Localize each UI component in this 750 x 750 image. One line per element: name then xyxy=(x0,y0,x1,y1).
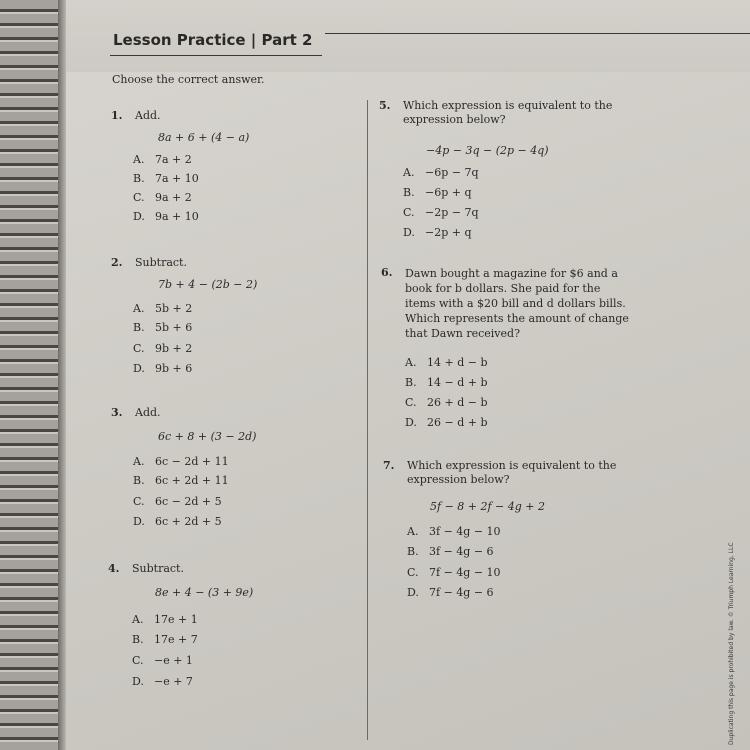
question-number: 1. xyxy=(111,109,123,122)
choice-letter: D. xyxy=(405,416,417,429)
choice-letter: C. xyxy=(405,396,417,409)
question-4 xyxy=(108,562,358,697)
choice-letter: C. xyxy=(132,654,144,667)
choice-b[interactable] xyxy=(132,633,198,647)
binding-edge xyxy=(58,0,66,750)
choice-c[interactable] xyxy=(133,495,222,509)
question-number: 7. xyxy=(383,459,395,472)
choice-letter: C. xyxy=(403,206,415,219)
choice-text: 17e + 7 xyxy=(154,633,198,646)
choice-letter: D. xyxy=(132,675,144,688)
choice-text: −6p + q xyxy=(425,186,472,199)
title-underline xyxy=(110,55,322,56)
choice-letter: B. xyxy=(403,186,415,199)
choice-b[interactable] xyxy=(403,186,472,200)
choice-b[interactable] xyxy=(405,376,488,390)
choice-d[interactable] xyxy=(133,515,222,529)
choice-text: 7a + 10 xyxy=(155,172,199,185)
choice-letter: B. xyxy=(132,633,144,646)
choice-letter: B. xyxy=(407,545,419,558)
choice-c[interactable] xyxy=(407,566,501,580)
choice-b[interactable] xyxy=(133,172,199,186)
choice-c[interactable] xyxy=(133,342,192,356)
copyright-notice: Duplicating this page is prohibited by law. © Triumph Learning, LLC xyxy=(728,542,735,745)
choice-letter: B. xyxy=(405,376,417,389)
question-number: 2. xyxy=(111,256,123,269)
choice-d[interactable] xyxy=(407,586,494,600)
choice-c[interactable] xyxy=(132,654,193,668)
question-expression: 6c + 8 + (3 − 2d) xyxy=(158,430,257,443)
choice-a[interactable] xyxy=(405,356,488,370)
choice-text: −2p + q xyxy=(425,226,472,239)
choice-letter: D. xyxy=(403,226,415,239)
question-3 xyxy=(111,406,361,536)
choice-letter: A. xyxy=(133,455,145,468)
choice-letter: D. xyxy=(133,210,145,223)
question-prompt: Add. xyxy=(135,109,161,122)
choice-letter: D. xyxy=(133,362,145,375)
choice-text: −e + 1 xyxy=(154,654,193,667)
question-prompt: Dawn bought a magazine for $6 and a book for b dollars. She paid for the items with a $20 bill and d dollars bills. Which represents the amount of change that Dawn received? xyxy=(405,267,629,340)
choice-b[interactable] xyxy=(407,545,494,559)
choice-text: 17e + 1 xyxy=(154,613,198,626)
choice-text: 26 + d − b xyxy=(427,396,488,409)
choice-letter: D. xyxy=(407,586,419,599)
choice-text: 14 + d − b xyxy=(427,356,488,369)
choice-text: 9b + 6 xyxy=(155,362,193,375)
question-expression: 5f − 8 + 2f − 4g + 2 xyxy=(430,500,546,513)
choice-a[interactable] xyxy=(133,302,192,316)
question-7 xyxy=(383,459,643,604)
question-prompt: Which expression is equivalent to the expression below? xyxy=(403,99,613,126)
choice-text: 6c − 2d + 11 xyxy=(155,455,229,468)
choice-text: 5b + 6 xyxy=(155,321,193,334)
spiral-binding xyxy=(0,0,58,750)
choice-c[interactable] xyxy=(403,206,479,220)
choice-letter: A. xyxy=(133,302,145,315)
choice-d[interactable] xyxy=(403,226,472,240)
choice-d[interactable] xyxy=(133,210,199,224)
choice-letter: B. xyxy=(133,172,145,185)
choice-text: 6c − 2d + 5 xyxy=(155,495,222,508)
choice-d[interactable] xyxy=(132,675,193,689)
question-prompt: Which expression is equivalent to the expression below? xyxy=(407,459,617,486)
choice-text: −2p − 7q xyxy=(425,206,479,219)
choice-text: 26 − d + b xyxy=(427,416,488,429)
question-2 xyxy=(111,256,361,386)
choice-c[interactable] xyxy=(133,191,192,205)
choice-text: −6p − 7q xyxy=(425,166,479,179)
choice-letter: B. xyxy=(133,474,145,487)
choice-letter: A. xyxy=(405,356,417,369)
question-expression: 8a + 6 + (4 − a) xyxy=(158,131,250,144)
choice-b[interactable] xyxy=(133,321,192,335)
choice-letter: B. xyxy=(133,321,145,334)
choice-letter: C. xyxy=(133,495,145,508)
choice-text: 14 − d + b xyxy=(427,376,488,389)
choice-text: 9b + 2 xyxy=(155,342,193,355)
question-expression: −4p − 3q − (2p − 4q) xyxy=(426,144,549,157)
header-rule xyxy=(325,33,750,34)
question-expression: 7b + 4 − (2b − 2) xyxy=(158,278,258,291)
question-number: 4. xyxy=(108,562,120,575)
choice-letter: A. xyxy=(403,166,415,179)
instructions: Choose the correct answer. xyxy=(112,73,265,86)
choice-letter: A. xyxy=(133,153,145,166)
choice-b[interactable] xyxy=(133,474,229,488)
choice-text: 5b + 2 xyxy=(155,302,193,315)
question-number: 5. xyxy=(379,99,391,112)
question-5 xyxy=(379,99,639,244)
choice-letter: A. xyxy=(407,525,419,538)
question-prompt: Add. xyxy=(135,406,161,419)
choice-text: 9a + 10 xyxy=(155,210,199,223)
question-number: 6. xyxy=(381,266,393,279)
question-6 xyxy=(381,266,641,436)
choice-text: 6c + 2d + 5 xyxy=(155,515,222,528)
choice-letter: C. xyxy=(133,191,145,204)
choice-c[interactable] xyxy=(405,396,488,410)
choice-text: 9a + 2 xyxy=(155,191,192,204)
choice-text: −e + 7 xyxy=(154,675,193,688)
choice-a[interactable] xyxy=(132,613,198,627)
question-expression: 8e + 4 − (3 + 9e) xyxy=(155,586,254,599)
choice-text: 3f − 4g − 6 xyxy=(429,545,494,558)
page-title: Lesson Practice | Part 2 xyxy=(113,31,313,49)
choice-letter: C. xyxy=(133,342,145,355)
question-1 xyxy=(111,109,361,239)
choice-d[interactable] xyxy=(405,416,488,430)
question-prompt: Subtract. xyxy=(135,256,187,269)
question-number: 3. xyxy=(111,406,123,419)
question-prompt: Subtract. xyxy=(132,562,184,575)
choice-d[interactable] xyxy=(133,362,192,376)
choice-text: 6c + 2d + 11 xyxy=(155,474,229,487)
choice-text: 7f − 4g − 10 xyxy=(429,566,501,579)
choice-letter: A. xyxy=(132,613,144,626)
choice-a[interactable] xyxy=(133,455,229,469)
choice-a[interactable] xyxy=(407,525,501,539)
choice-a[interactable] xyxy=(403,166,479,180)
choice-text: 3f − 4g − 10 xyxy=(429,525,501,538)
choice-letter: D. xyxy=(133,515,145,528)
choice-text: 7a + 2 xyxy=(155,153,192,166)
column-divider xyxy=(367,100,368,740)
choice-letter: C. xyxy=(407,566,419,579)
choice-a[interactable] xyxy=(133,153,192,167)
choice-text: 7f − 4g − 6 xyxy=(429,586,494,599)
